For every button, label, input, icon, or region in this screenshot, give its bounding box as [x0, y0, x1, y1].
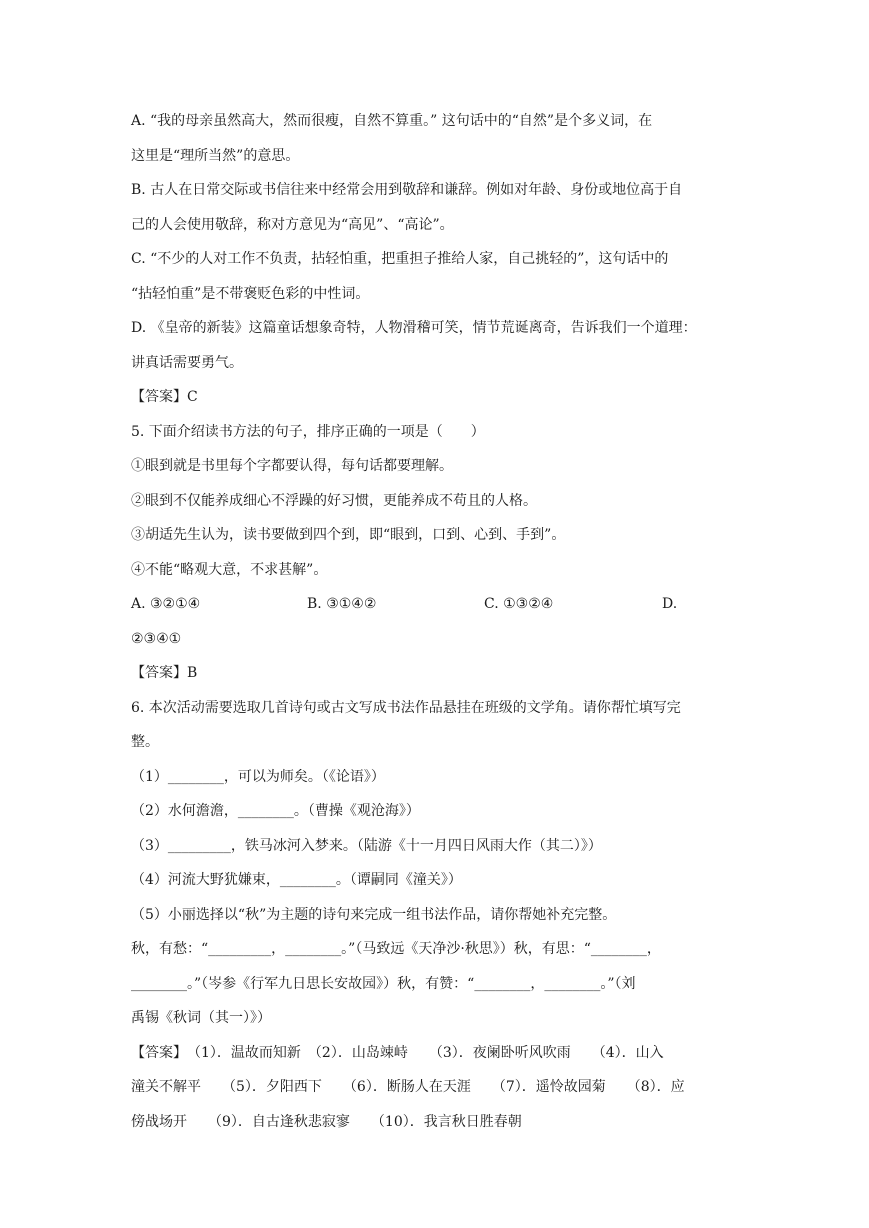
- q4-option-d-line2: 讲真话需要勇气。: [131, 354, 243, 371]
- q4-option-a-line2: 这里是“理所当然”的意思。: [131, 147, 300, 164]
- q5-sentence-1: ①眼到就是书里每个字都要认得，每句话都要理解。: [131, 458, 453, 474]
- q6-item-5-line2: ________。”（岑参《行军九日思长安故园》）秋，有赞：“________，________。”（刘: [131, 975, 636, 992]
- q5-options: [131, 587, 741, 622]
- q4-answer: 【答案】C: [131, 389, 198, 405]
- document-page: [131, 104, 741, 1139]
- q6-item-4: （4）河流大野犹嫌束，________。（谭嗣同《潼关》）: [131, 872, 462, 888]
- q6-answer-line1: 【答案】 （1）．温故而知新 （2）．山岛竦峙 （3）．夜阑卧听风吹雨 （4）．山入: [131, 1044, 664, 1061]
- q4-option-c-line2: “拈轻怕重”是不带褒贬色彩的中性词。: [131, 285, 370, 302]
- q5-stem: 5. 下面介绍读书方法的句子，排序正确的一项是（ ）: [131, 423, 485, 440]
- q6-item-5-line1: 秋，有愁：“_________，________。”（马致远《天净沙·秋思》）秋，有思：“________，: [131, 941, 661, 957]
- q5-option-a: A. ③②①④: [131, 596, 201, 612]
- q5-option-d-continued: ②③④①: [131, 630, 182, 647]
- q6-item-3: （3）_________，铁马冰河入梦来。（陆游《十一月四日风雨大作（其二）》）: [131, 837, 602, 854]
- q6-answer-line3: 傍战场开 （9）．自古逢秋悲寂寥 （10）．我言秋日胜春朝: [131, 1113, 522, 1130]
- q5-option-c: C. ①③②④: [484, 596, 554, 612]
- q6-stem-line2: 整。: [131, 734, 159, 750]
- q6-stem-line1: 6. 本次活动需要选取几首诗句或古文写成书法作品悬挂在班级的文学角。请你帮忙填写完: [131, 699, 681, 716]
- q5-answer: 【答案】B: [131, 665, 198, 681]
- q5-sentence-2: ②眼到不仅能养成细心不浮躁的好习惯，更能养成不苟且的人格。: [131, 492, 537, 509]
- q4-option-b-line1: B. 古人在日常交际或书信往来中经常会用到敬辞和谦辞。例如对年龄、身份或地位高于自: [131, 182, 683, 198]
- q5-option-b: B. ③①④②: [307, 596, 377, 612]
- q4-option-a-line1: A. “我的母亲虽然高大，然而很瘦，自然不算重。” 这句话中的“自然”是个多义词，在: [131, 113, 653, 129]
- q6-item-5-line3: 禹锡《秋词（其一）》）: [131, 1010, 271, 1026]
- q5-option-d: D.: [662, 596, 678, 612]
- q4-option-b-line2: 己的人会使用敬辞，称对方意见为“高见”、“高论”。: [131, 216, 454, 233]
- q6-item-2: （2）水何澹澹，________。（曹操《观沧海》）: [131, 803, 420, 819]
- q5-sentence-3: ③胡适先生认为，读书要做到四个到，即“眼到，口到、心到、手到”。: [131, 527, 566, 543]
- q4-option-d-line1: D. 《皇帝的新装》这篇童话想象奇特，人物滑稽可笑，情节荒诞离奇，告诉我们一个道理：: [131, 320, 697, 336]
- q6-answer-line2: 潼关不解平 （5）．夕阳西下 （6）．断肠人在天涯 （7）．遥怜故园菊 （8）．应: [131, 1079, 685, 1095]
- q6-item-5: （5）小丽选择以“秋”为主题的诗句来完成一组书法作品，请你帮她补充完整。: [131, 906, 617, 923]
- q4-option-c-line1: C. “不少的人对工作不负责，拈轻怕重，把重担子推给人家，自己挑轻的”，这句话中的: [131, 251, 669, 267]
- q6-item-1: （1）________，可以为师矣。（《论语》）: [131, 768, 385, 785]
- q5-sentence-4: ④不能“略观大意，不求甚解”。: [131, 561, 328, 578]
